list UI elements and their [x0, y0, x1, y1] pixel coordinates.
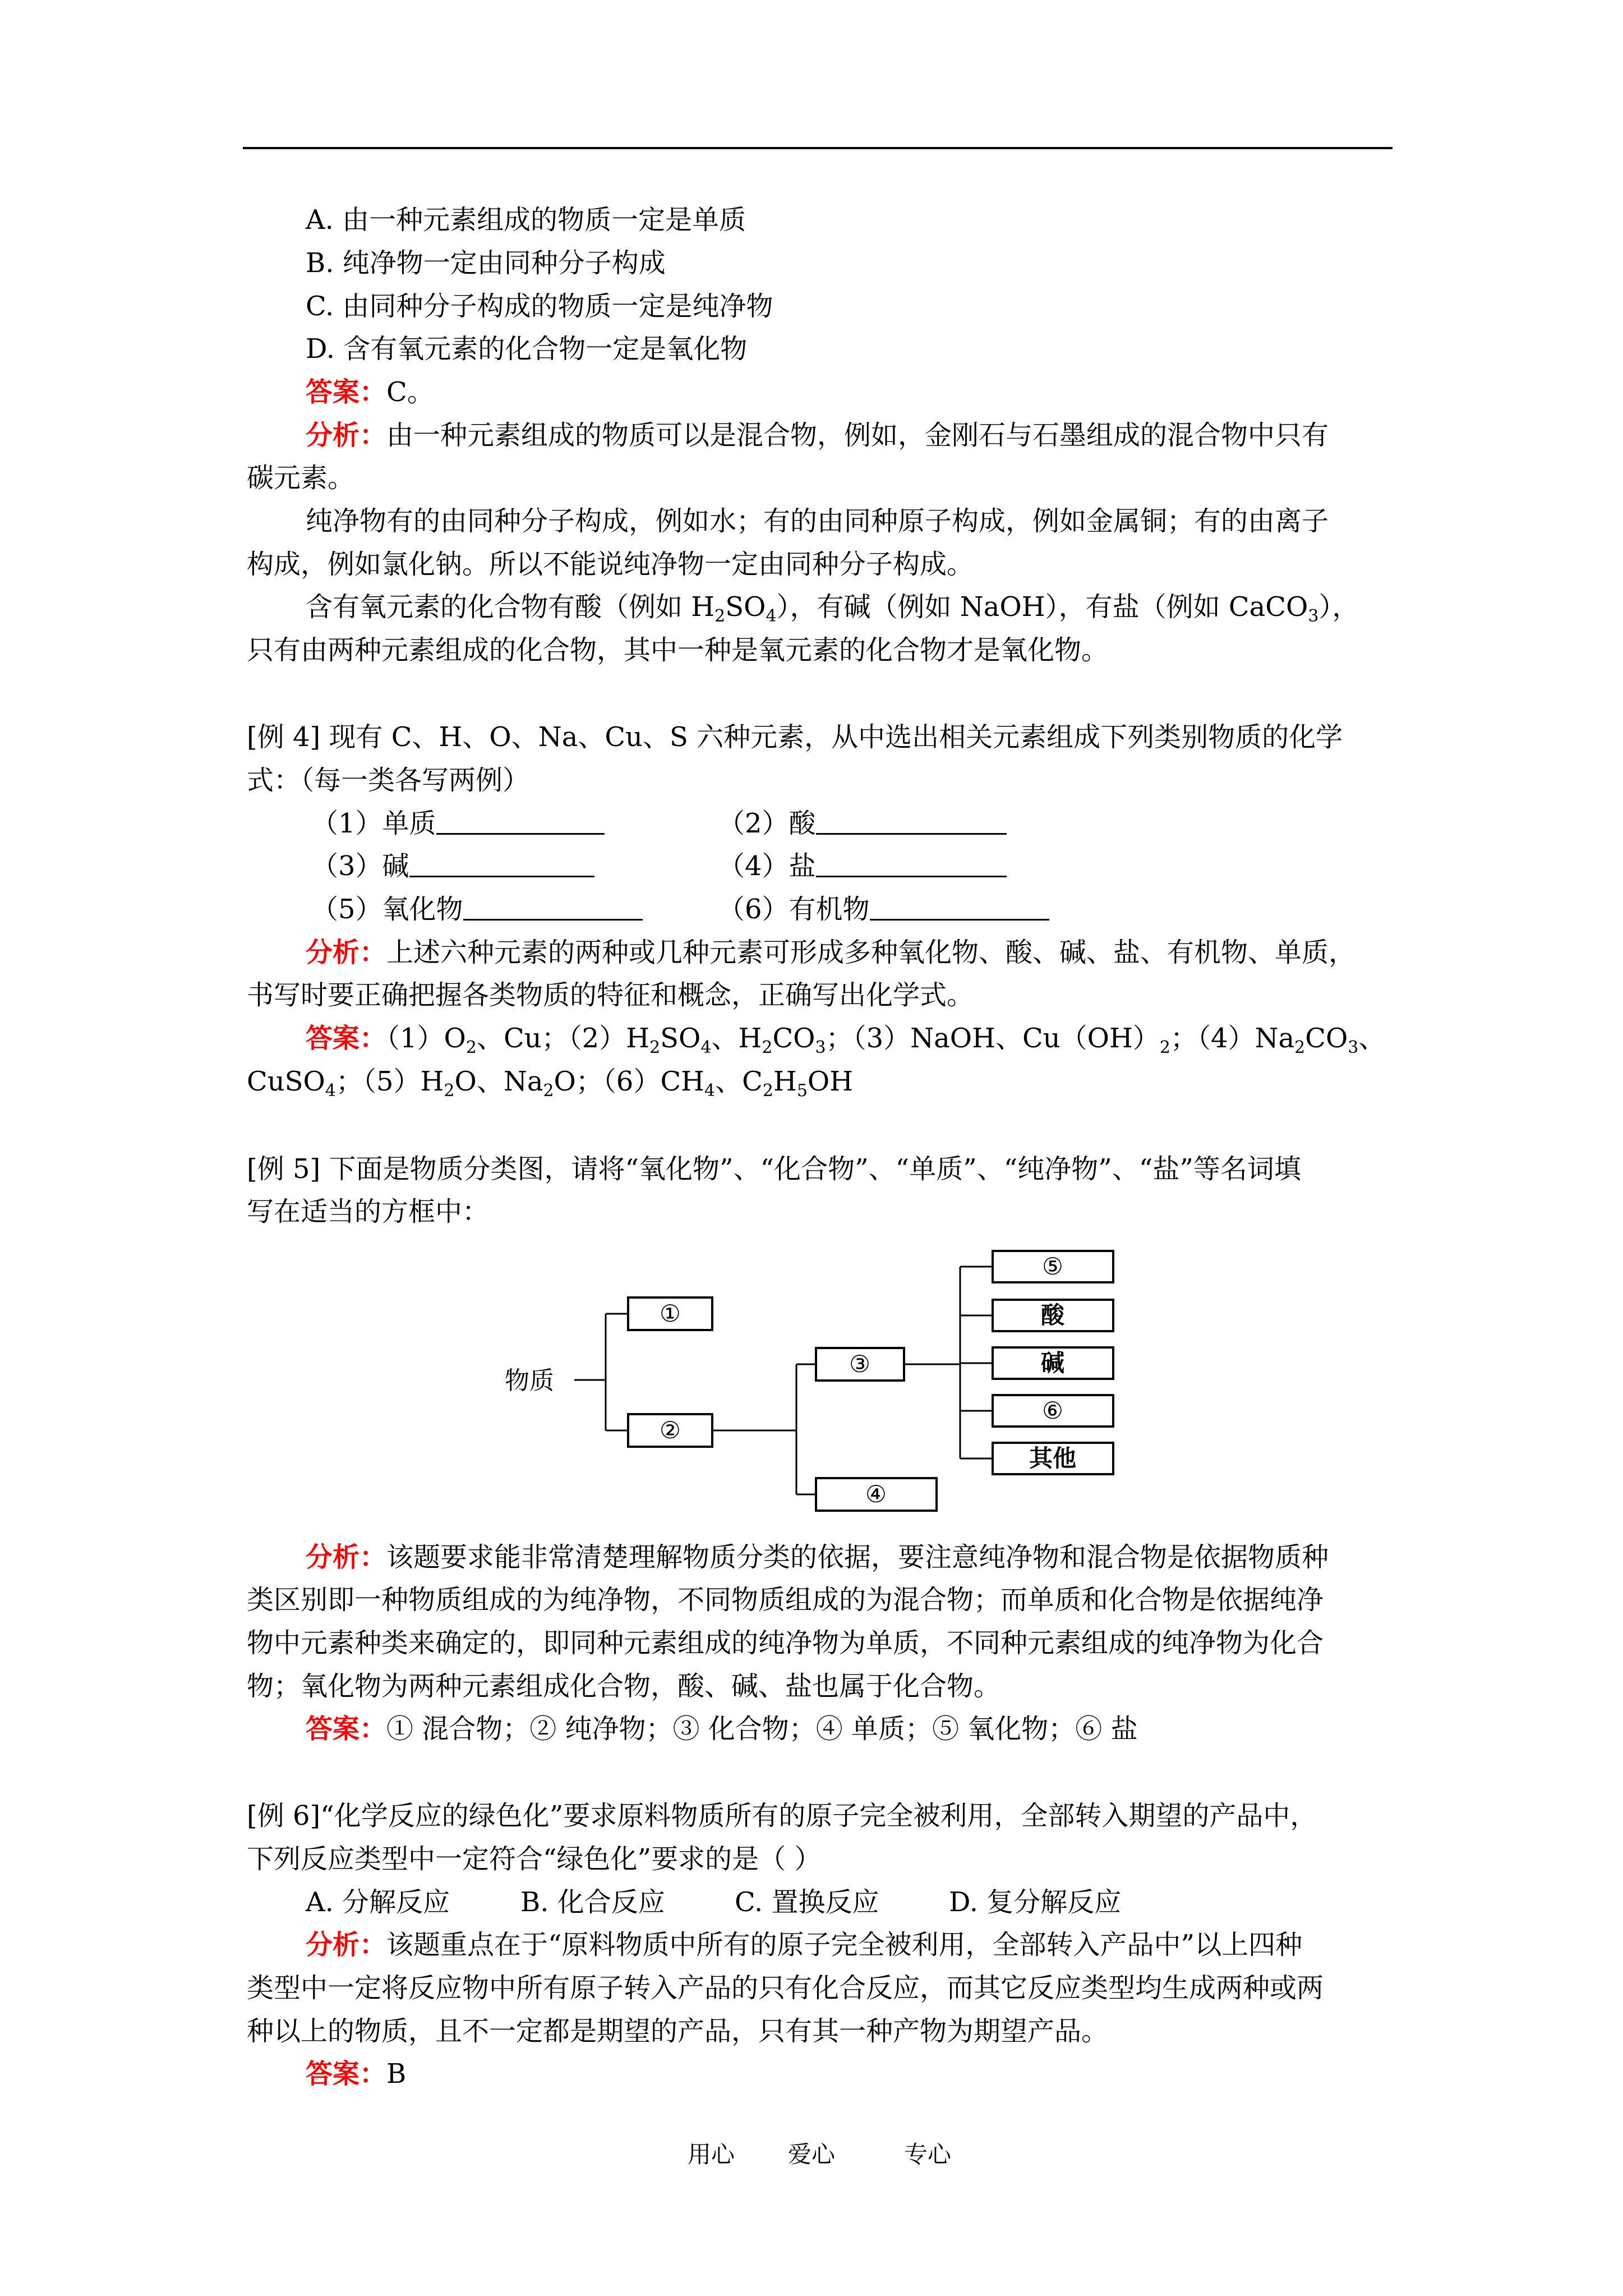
subscript: 2: [444, 1081, 455, 1101]
text-fragment: O；（6）CH: [554, 1066, 705, 1097]
subscript: 2: [762, 1038, 773, 1057]
answer-line: [306, 1023, 1386, 1057]
leaf-label: 其他: [1029, 1444, 1077, 1472]
fill-label: （3）碱: [311, 850, 409, 882]
classification-diagram: [505, 1245, 1133, 1537]
subscript: 4: [325, 1081, 336, 1101]
text-fragment: 、Cu；（2）H: [477, 1023, 650, 1054]
subscript: 2: [649, 1038, 661, 1057]
text-fragment: ；（3）NaOH、Cu（OH）: [826, 1023, 1160, 1054]
fill-blank[interactable]: [409, 853, 594, 877]
question-stem: [例 6]“化学反应的绿色化”要求原料物质所有的原子完全被利用，全部转入期望的产品中，: [247, 1800, 1317, 1832]
answer-line: [306, 2058, 407, 2090]
box-2[interactable]: [628, 1414, 712, 1447]
subscript: 3: [1308, 606, 1319, 626]
text-fragment: 、: [1358, 1023, 1386, 1054]
subscript: 4: [704, 1081, 716, 1101]
text-fragment: ；（5）H: [335, 1066, 444, 1097]
analysis-text: 该题要求能非常清楚理解物质分类的依据，要注意纯净物和混合物是依据物质种: [386, 1542, 1329, 1573]
analysis-label: 分析：: [306, 937, 387, 968]
footer-text: 专心: [904, 2141, 952, 2168]
answer-value: ① 混合物；② 纯净物；③ 化合物；④ 单质；⑤ 氧化物；⑥ 盐: [386, 1713, 1138, 1745]
subscript: 2: [1159, 1038, 1170, 1057]
subscript: 2: [762, 1081, 773, 1101]
fill-label: （4）盐: [718, 850, 816, 882]
subscript: 5: [796, 1081, 808, 1101]
answer-label: 答案：: [306, 2058, 387, 2090]
box-4[interactable]: [816, 1478, 937, 1511]
text-fragment: ；（4）Na: [1170, 1023, 1295, 1054]
leaf-box-other: [993, 1443, 1113, 1474]
analysis-text: 构成，例如氯化钠。所以不能说纯净物一定由同种分子构成。: [247, 549, 974, 580]
question-stem: 写在适当的方框中：: [247, 1196, 490, 1227]
analysis-text: 类区别即一种物质组成的为纯净物，不同物质组成的为混合物；而单质和化合物是依据纯净: [247, 1584, 1324, 1616]
question-stem: [例 4] 现有 C、H、O、Na、Cu、S 六种元素，从中选出相关元素组成下列类别物质的化学: [247, 721, 1343, 753]
fill-item: [718, 810, 1007, 837]
leaf-label: 酸: [1040, 1301, 1065, 1329]
leaf-box-5[interactable]: [993, 1251, 1113, 1282]
answer-label: 答案：: [306, 1713, 387, 1745]
diagram-root-label: 物质: [505, 1366, 554, 1395]
fill-label: （5）氧化物: [311, 894, 463, 925]
subscript: 2: [465, 1038, 477, 1057]
fill-label: （1）单质: [311, 808, 436, 839]
option-d: D. 复分解反应: [949, 1887, 1122, 1918]
footer-text: 爱心: [788, 2141, 836, 2168]
fill-blank[interactable]: [816, 811, 1007, 835]
analysis-label: 分析：: [306, 1542, 387, 1573]
text-fragment: 、H: [711, 1023, 762, 1054]
answer-line: [306, 376, 434, 408]
text-fragment: CO: [1305, 1023, 1348, 1054]
analysis-text: 种以上的物质，且不一定都是期望的产品，只有其一种产物为期望产品。: [247, 2016, 1109, 2047]
analysis-line: [306, 939, 1355, 966]
box-4-label: ④: [865, 1480, 887, 1508]
text-fragment: 含有氧元素的化合物有酸（例如 H: [306, 591, 715, 623]
subscript: 3: [815, 1038, 826, 1057]
text-fragment: CuSO: [247, 1066, 325, 1097]
analysis-text: 由一种元素组成的物质可以是混合物，例如，金刚石与石墨组成的混合物中只有: [386, 420, 1329, 451]
footer-text: 用心: [688, 2141, 735, 2168]
fill-item: [718, 896, 1049, 923]
header-rule: [243, 147, 1393, 149]
leaf-box-6[interactable]: [993, 1395, 1113, 1427]
answer-line: [306, 1713, 1138, 1745]
question-stem: 下列反应类型中一定符合“绿色化”要求的是（ ）: [247, 1843, 822, 1875]
answer-label: 答案：: [306, 1023, 387, 1054]
answer-line: [247, 1066, 854, 1101]
text-fragment: 、C: [715, 1066, 763, 1097]
fill-item: [311, 896, 643, 923]
text-fragment: （1）O: [386, 1023, 466, 1054]
analysis-text: 只有由两种元素组成的化合物，其中一种是氧元素的化合物才是氧化物。: [247, 634, 1109, 666]
subscript: 4: [700, 1038, 712, 1057]
box-1[interactable]: [628, 1297, 712, 1330]
answer-value: C。: [386, 376, 434, 408]
option-a: A. 分解反应: [306, 1887, 450, 1918]
subscript: 3: [1348, 1038, 1359, 1057]
leaf-label: ⑥: [1042, 1397, 1063, 1424]
text-fragment: O、Na: [454, 1066, 543, 1097]
text-fragment: OH: [807, 1066, 854, 1097]
option-d: D. 含有氧元素的化合物一定是氧化物: [306, 333, 748, 365]
option-c: C. 置换反应: [735, 1887, 879, 1918]
analysis-text: 类型中一定将反应物中所有原子转入产品的只有化合反应，而其它反应类型均生成两种或两: [247, 1972, 1324, 2004]
analysis-text: 物；氧化物为两种元素组成化合物，酸、碱、盐也属于化合物。: [247, 1671, 1001, 1702]
fill-item: [718, 850, 1007, 882]
fill-item: [311, 810, 605, 837]
leaf-box-base: [993, 1347, 1113, 1379]
fill-blank[interactable]: [463, 896, 643, 921]
fill-blank[interactable]: [816, 853, 1007, 877]
analysis-label: 分析：: [306, 1929, 387, 1961]
analysis-text: 纯净物有的由同种分子构成，例如水；有的由同种原子构成，例如金属铜；有的由离子: [306, 505, 1329, 537]
box-2-label: ②: [660, 1416, 681, 1444]
box-3-label: ③: [849, 1350, 870, 1378]
answer-value: B: [386, 2058, 407, 2090]
analysis-text: 该题重点在于“原料物质中所有的原子完全被利用，全部转入产品中”以上四种: [386, 1929, 1303, 1961]
subscript: 2: [714, 606, 726, 626]
option-b: B. 纯净物一定由同种分子构成: [306, 247, 666, 279]
analysis-line: [306, 422, 1329, 449]
analysis-line: [306, 1929, 1303, 1961]
leaf-label: ⑤: [1042, 1253, 1063, 1280]
text-fragment: ），有碱（例如 NaOH），有盐（例如 CaCO: [776, 591, 1308, 623]
analysis-label: 分析：: [306, 420, 387, 451]
leaf-label: 碱: [1040, 1349, 1065, 1377]
box-1-label: ①: [660, 1300, 681, 1327]
fill-label: （6）有机物: [718, 894, 870, 925]
subscript: 4: [766, 606, 777, 626]
analysis-text: [306, 591, 1359, 626]
option-b: B. 化合反应: [520, 1887, 665, 1918]
fill-blank[interactable]: [436, 811, 605, 835]
option-c: C. 由同种分子构成的物质一定是纯净物: [306, 291, 773, 322]
fill-item: [311, 850, 594, 882]
text-fragment: CO: [772, 1023, 815, 1054]
answer-label: 答案：: [306, 376, 387, 408]
analysis-text: 碳元素。: [247, 462, 355, 494]
text-fragment: H: [773, 1066, 797, 1097]
fill-blank[interactable]: [870, 896, 1049, 921]
question-stem: [例 5] 下面是物质分类图，请将“氧化物”、“化合物”、“单质”、“纯净物”、“盐”等名词填: [247, 1153, 1301, 1185]
text-fragment: ），: [1318, 591, 1359, 623]
fill-label: （2）酸: [718, 808, 816, 839]
leaf-box-acid: [993, 1300, 1113, 1331]
subscript: 2: [543, 1081, 554, 1101]
analysis-text: 物中元素种类来确定的，即同种元素组成的纯净物为单质，不同种元素组成的纯净物为化合: [247, 1627, 1324, 1659]
box-3[interactable]: [816, 1348, 904, 1381]
option-a: A. 由一种元素组成的物质一定是单质: [306, 204, 746, 236]
analysis-text: 上述六种元素的两种或几种元素可形成多种氧化物、酸、碱、盐、有机物、单质，: [386, 937, 1356, 968]
subscript: 2: [1294, 1038, 1306, 1057]
analysis-line: [306, 1544, 1329, 1571]
analysis-text: 书写时要正确把握各类物质的特征和概念，正确写出化学式。: [247, 979, 974, 1011]
question-stem: 式：（每一类各写两例）: [247, 765, 530, 796]
text-fragment: SO: [725, 591, 766, 623]
text-fragment: SO: [660, 1023, 701, 1054]
